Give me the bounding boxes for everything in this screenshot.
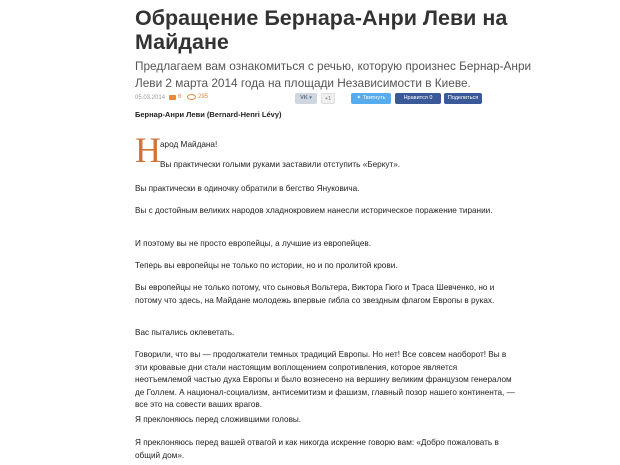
twitter-label: Твитнуть bbox=[362, 95, 386, 101]
comments-stat[interactable] bbox=[169, 94, 181, 100]
chevron-down-icon: ▾ bbox=[309, 95, 312, 101]
comment-icon bbox=[169, 95, 176, 100]
facebook-like-button[interactable] bbox=[395, 93, 441, 104]
first-line: арод Майдана! bbox=[160, 140, 218, 149]
article-title: Обращение Бернара-Анри Леви на Майдане bbox=[135, 6, 508, 54]
article-meta bbox=[135, 93, 485, 105]
facebook-share-label: Поделиться bbox=[447, 95, 479, 101]
paragraph: И поэтому вы не просто европейцы, а лучшие из европейцев. bbox=[135, 239, 372, 248]
twitter-share-button[interactable] bbox=[351, 93, 391, 104]
eye-icon bbox=[187, 94, 196, 100]
views-stat bbox=[187, 94, 208, 100]
paragraph: Я преклоняюсь перед вашей отвагой и как никогда искренне говорю вам: «Добро пожаловать в общий дом». bbox=[135, 438, 499, 460]
paragraph: Я преклоняюсь перед сложившими головы. bbox=[135, 415, 302, 424]
facebook-like-label: Нравится 0 bbox=[403, 95, 433, 101]
paragraph: Говорили, что вы — продолжатели темных традиций Европы. Но нет! Все совсем наоборот! Вы в эти кровавые дни стали настоящим воплощением сопротивления, которое является неотъемлемой частью духа Европы и было вознесено на вершину великим французом генералом де Голлем. А национал-социализм, антисемитизм и фашизм, главный позор нашего континента, — все это на совести ваших врагов. bbox=[135, 350, 515, 409]
paragraph: Вы европейцы не только потому, что сыновья Вольтера, Виктора Гюго и Траса Шевченко, но и потому что здесь, на Майдане молодежь впервые гибла со звездным флагом Европы в руках. bbox=[135, 283, 495, 305]
article-lead: Предлагаем вам ознакомиться с речью, которую произнес Бернар-Анри Леви 2 марта 2014 года на площади Независимости в Киеве. bbox=[135, 59, 532, 90]
paragraph: Вы практически в одиночку обратили в бегство Януковича. bbox=[135, 184, 360, 193]
vk-share-button[interactable] bbox=[295, 93, 317, 104]
paragraph: Теперь вы европейцы не только по истории, но и по пролитой крови. bbox=[135, 261, 398, 270]
facebook-share-button[interactable] bbox=[444, 93, 482, 104]
twitter-icon: ✦ bbox=[356, 95, 363, 101]
comments-count: 6 bbox=[178, 94, 182, 100]
paragraph: Вы с достойным великих народов хладнокровием нанесли историческое поражение тирании. bbox=[135, 206, 493, 215]
paragraph: Вас пытались оклеветать. bbox=[135, 328, 235, 337]
drop-cap: Н bbox=[135, 130, 161, 170]
paragraph: Вы практически голыми руками заставили отступить «Беркут». bbox=[160, 160, 401, 169]
vk-share-count: +1 bbox=[321, 93, 335, 104]
views-count: 295 bbox=[198, 94, 209, 100]
vk-label: VK bbox=[300, 95, 308, 101]
article-author: Бернар-Анри Леви (Bernard-Henri Lévy) bbox=[135, 110, 282, 119]
article-date: 05.03.2014 bbox=[135, 95, 166, 101]
